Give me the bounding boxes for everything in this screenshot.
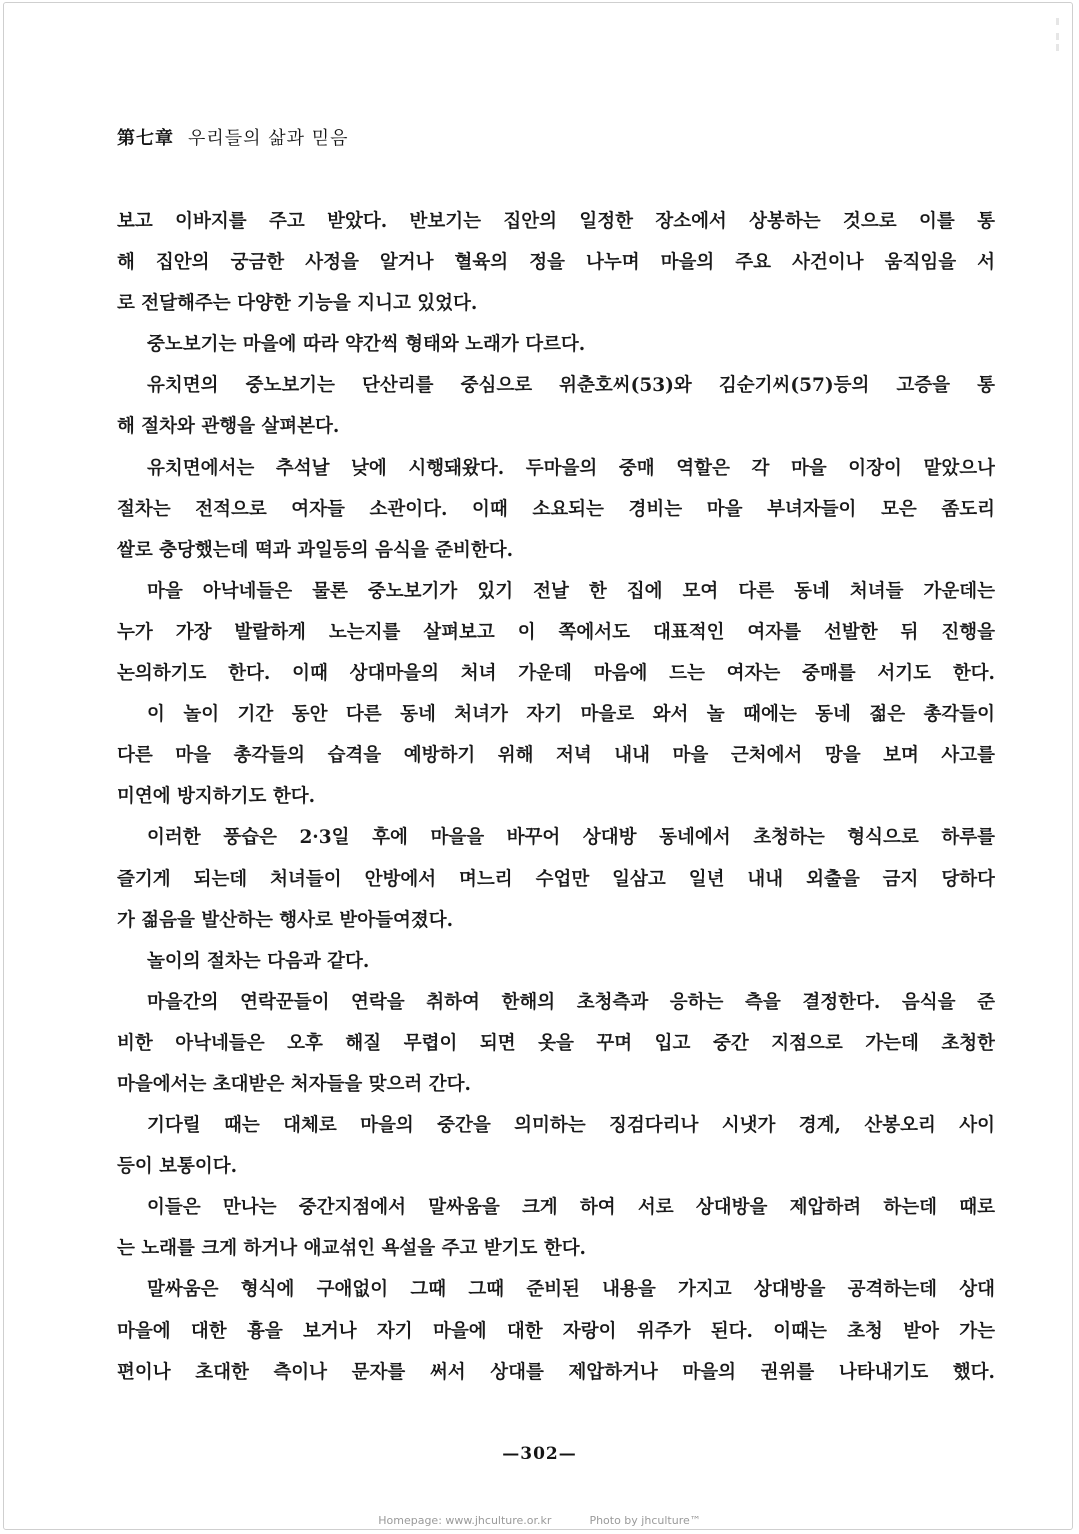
text-line: 이 놀이 기간 동안 다른 동네 처녀가 자기 마을로 와서 놀 때에는 동네 젊은 총각들이 <box>147 704 995 726</box>
text-line: 논의하기도 한다. 이때 상대마을의 처녀 가운데 마음에 드는 여자는 중매를 서기도 한다. <box>117 663 995 685</box>
text-line: 비한 아낙네들은 오후 해질 무렵이 되면 옷을 꾸며 입고 중간 지점으로 가는데 초청한 <box>117 1032 995 1054</box>
text-line: 다른 마을 총각들의 습격을 예방하기 위해 저녁 내내 마을 근처에서 망을 보며 사고를 <box>117 745 995 767</box>
text-line: 마을에서는 초대받은 처자들을 맞으러 간다. <box>117 1073 471 1095</box>
text-line: 절차는 전적으로 여자들 소관이다. 이때 소요되는 경비는 마을 부녀자들이 모은 좀도리 <box>117 498 995 520</box>
scan-mark <box>1056 44 1059 51</box>
text-line: 는 노래를 크게 하거나 애교섞인 욕설을 주고 받기도 한다. <box>117 1238 587 1260</box>
text-line: 해 집안의 궁금한 사정을 알거나 혈육의 정을 나누며 마을의 주요 사건이나 움직임을 서 <box>117 252 995 274</box>
text-line: 보고 이바지를 주고 받았다. 반보기는 집안의 일정한 장소에서 상봉하는 것으로 이를 통 <box>117 211 995 232</box>
text-line: 로 전달해주는 다양한 기능을 지니고 있었다. <box>117 293 478 315</box>
text-line: 편이나 초대한 측이나 문자를 써서 상대를 제압하거나 마을의 권위를 나타내기도 했다. <box>117 1361 995 1383</box>
text-line: 마을간의 연락꾼들이 연락을 취하여 한해의 초청측과 응하는 측을 결정한다. 음식을 준 <box>147 991 995 1013</box>
body-text <box>117 201 995 1393</box>
text-line: 해 절차와 관행을 살펴본다. <box>117 416 340 438</box>
chapter-header <box>117 124 349 150</box>
text-line: 즐기게 되는데 처녀들이 안방에서 며느리 수업만 일삼고 일년 내내 외출을 금지 당하다 <box>117 868 995 890</box>
text-line: 마을에 대한 흉을 보거나 자기 마을에 대한 자랑이 위주가 된다. 이때는 초청 받아 가는 <box>117 1320 995 1342</box>
text-line: 중노보기는 마을에 따라 약간씩 형태와 노래가 다르다. <box>147 334 586 356</box>
text-line: 놀이의 절차는 다음과 같다. <box>147 950 370 972</box>
scan-mark <box>1056 18 1059 25</box>
chapter-number: 第七章 <box>117 128 174 149</box>
page-number: —302— <box>502 1444 577 1464</box>
text-line: 가 젊음을 발산하는 행사로 받아들여졌다. <box>117 909 454 931</box>
text-line: 기다릴 때는 대체로 마을의 중간을 의미하는 징검다리나 시냇가 경계, 산봉오리 사이 <box>147 1115 995 1137</box>
text-line: 누가 가장 발랄하게 노는지를 살펴보고 이 쪽에서도 대표적인 여자를 선발한 뒤 진행을 <box>117 621 995 643</box>
footer-photo-credit: Photo by jhculture™ <box>589 1514 701 1527</box>
text-line: 유치면의 중노보기는 단산리를 중심으로 위춘호씨(53)와 김순기씨(57)등의 고증을 통 <box>147 375 995 397</box>
text-line: 이러한 풍습은 2·3일 후에 마을을 바꾸어 상대방 동네에서 초청하는 형식으로 하루를 <box>147 827 995 849</box>
text-line: 이들은 만나는 중간지점에서 말싸움을 크게 하여 서로 상대방을 제압하려 하는데 때로 <box>147 1197 995 1219</box>
text-line: 미연에 방지하기도 한다. <box>117 786 316 808</box>
scan-mark <box>1056 33 1059 40</box>
text-line: 등이 보통이다. <box>117 1156 238 1178</box>
chapter-title: 우리들의 삶과 믿음 <box>188 128 349 149</box>
text-line: 유치면에서는 추석날 낮에 시행돼왔다. 두마을의 중매 역할은 각 마을 이장이 맡았으나 <box>147 457 995 479</box>
text-line: 말싸움은 형식에 구애없이 그때 그때 준비된 내용을 가지고 상대방을 공격하는데 상대 <box>147 1279 995 1301</box>
text-line: 쌀로 충당했는데 떡과 과일등의 음식을 준비한다. <box>117 539 514 561</box>
footer-credit <box>0 1514 1079 1527</box>
text-line: 마을 아낙네들은 물론 중노보기가 있기 전날 한 집에 모여 다른 동네 처녀들 가운데는 <box>147 580 995 602</box>
footer-homepage: Homepage: www.jhculture.or.kr <box>378 1514 552 1527</box>
